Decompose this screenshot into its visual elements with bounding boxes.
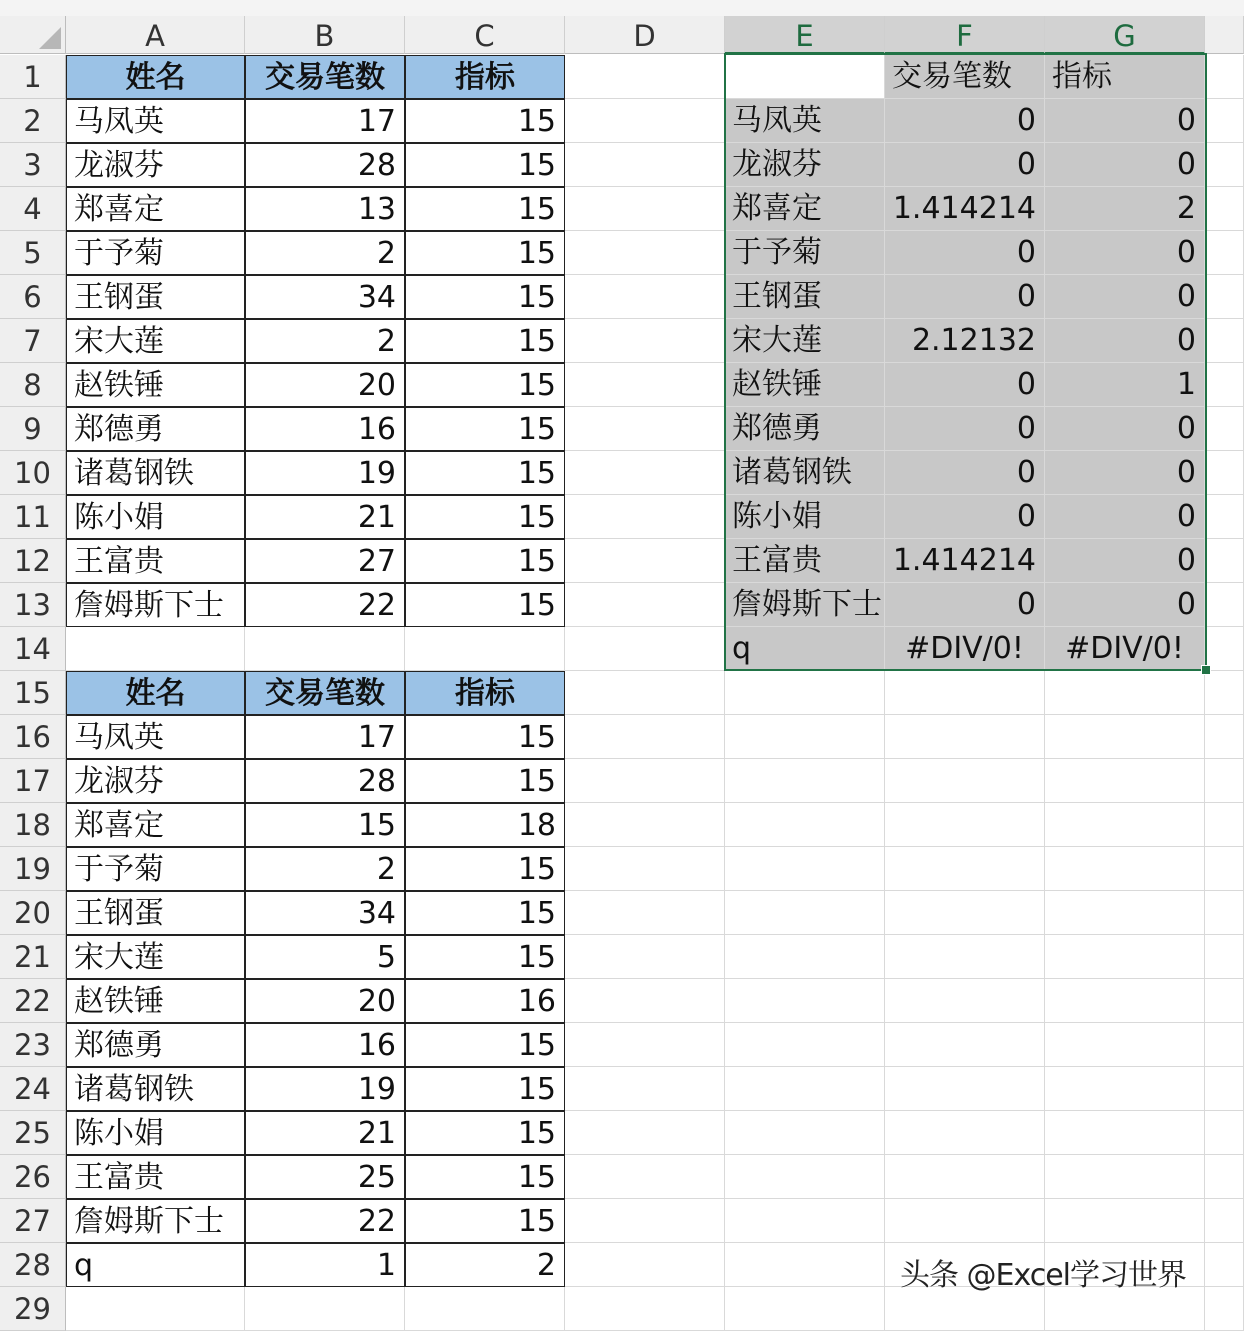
result-cell[interactable]: #DIV/0! <box>885 627 1045 671</box>
table1-cell[interactable]: 郑喜定 <box>66 187 245 231</box>
grid-cell[interactable] <box>1205 275 1244 319</box>
grid-cell[interactable] <box>725 979 885 1023</box>
grid-cell[interactable] <box>565 407 725 451</box>
table1-cell[interactable]: 16 <box>245 407 405 451</box>
table1-cell[interactable]: 15 <box>405 187 565 231</box>
grid-cell[interactable] <box>1205 1023 1244 1067</box>
table2-cell[interactable]: 于予菊 <box>66 847 245 891</box>
row-header-10[interactable]: 10 <box>0 451 66 495</box>
column-header-a[interactable]: A <box>66 16 245 54</box>
result-cell[interactable]: 1.414214 <box>885 187 1045 231</box>
table2-cell[interactable]: 15 <box>405 847 565 891</box>
table1-cell[interactable]: 陈小娟 <box>66 495 245 539</box>
result-cell[interactable]: 0 <box>1045 275 1205 319</box>
grid-cell[interactable] <box>1045 891 1205 935</box>
table2-cell[interactable]: 16 <box>405 979 565 1023</box>
result-cell[interactable]: 0 <box>885 583 1045 627</box>
result-cell[interactable]: 0 <box>885 231 1045 275</box>
result-cell[interactable]: 0 <box>885 275 1045 319</box>
table2-cell[interactable]: 15 <box>405 935 565 979</box>
result-cell[interactable]: 0 <box>885 363 1045 407</box>
table1-cell[interactable]: 15 <box>405 363 565 407</box>
result-cell[interactable]: 0 <box>1045 451 1205 495</box>
table2-cell[interactable]: 2 <box>405 1243 565 1287</box>
table1-cell[interactable]: 马凤英 <box>66 99 245 143</box>
table1-header-cell[interactable]: 交易笔数 <box>245 55 405 99</box>
row-header-4[interactable]: 4 <box>0 187 66 231</box>
result-cell[interactable]: 0 <box>1045 99 1205 143</box>
table2-cell[interactable]: 21 <box>245 1111 405 1155</box>
grid-cell[interactable] <box>1045 935 1205 979</box>
grid-cell[interactable] <box>1205 319 1244 363</box>
grid-cell[interactable] <box>565 363 725 407</box>
result-cell[interactable]: 詹姆斯下士 <box>725 583 885 627</box>
result-cell[interactable]: 赵铁锤 <box>725 363 885 407</box>
table1-cell[interactable]: 27 <box>245 539 405 583</box>
row-header-19[interactable]: 19 <box>0 847 66 891</box>
table1-cell[interactable]: 17 <box>245 99 405 143</box>
grid-cell[interactable] <box>565 451 725 495</box>
row-header-12[interactable]: 12 <box>0 539 66 583</box>
result-header-cell[interactable]: 指标 <box>1045 55 1205 99</box>
grid-cell[interactable] <box>1045 1111 1205 1155</box>
column-header-e[interactable]: E <box>725 16 885 54</box>
result-cell[interactable]: 0 <box>1045 231 1205 275</box>
grid-cell[interactable] <box>725 847 885 891</box>
grid-cell[interactable] <box>725 715 885 759</box>
table1-cell[interactable]: 王富贵 <box>66 539 245 583</box>
grid-cell[interactable] <box>885 1155 1045 1199</box>
grid-cell[interactable] <box>1205 1111 1244 1155</box>
table2-cell[interactable]: 28 <box>245 759 405 803</box>
grid-cell[interactable] <box>565 275 725 319</box>
grid-cell[interactable] <box>885 935 1045 979</box>
grid-cell[interactable] <box>1045 1199 1205 1243</box>
row-header-24[interactable]: 24 <box>0 1067 66 1111</box>
grid-cell[interactable] <box>725 1199 885 1243</box>
grid-cell[interactable] <box>565 715 725 759</box>
watermark: 头条 @Excel学习世界 <box>900 1258 1187 1293</box>
table1-cell[interactable]: 19 <box>245 451 405 495</box>
table2-cell[interactable]: 郑德勇 <box>66 1023 245 1067</box>
grid-cell[interactable] <box>1205 495 1244 539</box>
table1-cell[interactable]: 2 <box>245 231 405 275</box>
table2-cell[interactable]: 17 <box>245 715 405 759</box>
row-header-29[interactable]: 29 <box>0 1287 66 1331</box>
grid-cell[interactable] <box>885 1023 1045 1067</box>
table2-header-cell[interactable]: 姓名 <box>66 671 245 715</box>
grid-cell[interactable] <box>565 803 725 847</box>
row-header-9[interactable]: 9 <box>0 407 66 451</box>
row-header-7[interactable]: 7 <box>0 319 66 363</box>
row-header-11[interactable]: 11 <box>0 495 66 539</box>
table2-cell[interactable]: q <box>66 1243 245 1287</box>
result-cell[interactable]: 0 <box>1045 143 1205 187</box>
table1-cell[interactable]: 郑德勇 <box>66 407 245 451</box>
table1-cell[interactable]: 15 <box>405 495 565 539</box>
row-header-14[interactable]: 14 <box>0 627 66 671</box>
row-header-26[interactable]: 26 <box>0 1155 66 1199</box>
grid-cell[interactable] <box>885 847 1045 891</box>
grid-cell[interactable] <box>1045 1023 1205 1067</box>
result-cell[interactable]: 1 <box>1045 363 1205 407</box>
row-header-3[interactable]: 3 <box>0 143 66 187</box>
select-all-triangle-icon <box>39 27 61 49</box>
grid-cell[interactable] <box>1205 55 1244 99</box>
table1-cell[interactable]: 15 <box>405 451 565 495</box>
result-cell[interactable]: q <box>725 627 885 671</box>
table2-cell[interactable]: 龙淑芬 <box>66 759 245 803</box>
row-header-2[interactable]: 2 <box>0 99 66 143</box>
grid-cell[interactable] <box>565 187 725 231</box>
grid-cell[interactable] <box>405 627 565 671</box>
grid-cell[interactable] <box>1045 847 1205 891</box>
table2-cell[interactable]: 15 <box>405 1111 565 1155</box>
result-cell[interactable]: 0 <box>1045 319 1205 363</box>
table1-cell[interactable]: 22 <box>245 583 405 627</box>
table2-cell[interactable]: 赵铁锤 <box>66 979 245 1023</box>
grid-cell[interactable] <box>725 671 885 715</box>
table2-cell[interactable]: 1 <box>245 1243 405 1287</box>
result-cell[interactable]: 0 <box>1045 407 1205 451</box>
grid-cell[interactable] <box>1205 407 1244 451</box>
grid-cell[interactable] <box>1205 231 1244 275</box>
table1-cell[interactable]: 詹姆斯下士 <box>66 583 245 627</box>
result-cell[interactable]: 郑德勇 <box>725 407 885 451</box>
grid-cell[interactable] <box>725 1023 885 1067</box>
result-cell[interactable]: 王富贵 <box>725 539 885 583</box>
table2-cell[interactable]: 15 <box>405 715 565 759</box>
table1-cell[interactable]: 15 <box>405 231 565 275</box>
table2-cell[interactable]: 王富贵 <box>66 1155 245 1199</box>
grid-cell[interactable] <box>1205 1243 1244 1287</box>
grid-cell[interactable] <box>725 803 885 847</box>
grid-cell[interactable] <box>1205 187 1244 231</box>
grid-cell[interactable] <box>1205 583 1244 627</box>
table1-header-cell[interactable]: 指标 <box>405 55 565 99</box>
result-header-cell[interactable] <box>725 55 885 99</box>
grid-cell[interactable] <box>1045 671 1205 715</box>
grid-cell[interactable] <box>885 1199 1045 1243</box>
table2-cell[interactable]: 宋大莲 <box>66 935 245 979</box>
grid-cell[interactable] <box>725 935 885 979</box>
grid-cell[interactable] <box>1045 1067 1205 1111</box>
table2-cell[interactable]: 詹姆斯下士 <box>66 1199 245 1243</box>
table2-cell[interactable]: 马凤英 <box>66 715 245 759</box>
table1-cell[interactable]: 于予菊 <box>66 231 245 275</box>
grid-cell[interactable] <box>1205 759 1244 803</box>
result-cell[interactable]: 0 <box>885 143 1045 187</box>
column-header-f[interactable]: F <box>885 16 1045 54</box>
grid-cell[interactable] <box>725 1243 885 1287</box>
table2-cell[interactable]: 王钢蛋 <box>66 891 245 935</box>
result-cell[interactable]: #DIV/0! <box>1045 627 1205 671</box>
toolbar-band <box>0 0 1244 16</box>
result-cell[interactable]: 郑喜定 <box>725 187 885 231</box>
result-cell[interactable]: 陈小娟 <box>725 495 885 539</box>
grid-cell[interactable] <box>66 1287 245 1331</box>
grid-cell[interactable] <box>725 1067 885 1111</box>
table2-cell[interactable]: 郑喜定 <box>66 803 245 847</box>
grid-cell[interactable] <box>1045 759 1205 803</box>
grid-cell[interactable] <box>565 847 725 891</box>
column-header-c[interactable]: C <box>405 16 565 54</box>
table2-header-cell[interactable]: 指标 <box>405 671 565 715</box>
result-cell[interactable]: 2.12132 <box>885 319 1045 363</box>
table2-cell[interactable]: 诸葛钢铁 <box>66 1067 245 1111</box>
grid-cell[interactable] <box>885 891 1045 935</box>
result-cell[interactable]: 王钢蛋 <box>725 275 885 319</box>
grid-cell[interactable] <box>1045 715 1205 759</box>
grid-cell[interactable] <box>1045 803 1205 847</box>
table1-cell[interactable]: 20 <box>245 363 405 407</box>
table1-cell[interactable]: 15 <box>405 539 565 583</box>
result-cell[interactable]: 0 <box>1045 539 1205 583</box>
grid-cell[interactable] <box>565 1111 725 1155</box>
table2-cell[interactable]: 5 <box>245 935 405 979</box>
result-cell[interactable]: 0 <box>1045 583 1205 627</box>
grid-cell[interactable] <box>565 671 725 715</box>
grid-cell[interactable] <box>885 715 1045 759</box>
grid-cell[interactable] <box>565 1243 725 1287</box>
column-header-g[interactable]: G <box>1045 16 1205 54</box>
table2-cell[interactable]: 20 <box>245 979 405 1023</box>
row-header-6[interactable]: 6 <box>0 275 66 319</box>
table2-cell[interactable]: 2 <box>245 847 405 891</box>
table2-cell[interactable]: 25 <box>245 1155 405 1199</box>
grid-cell[interactable] <box>245 1287 405 1331</box>
grid-cell[interactable] <box>1205 891 1244 935</box>
grid-cell[interactable] <box>1205 99 1244 143</box>
table2-cell[interactable]: 16 <box>245 1023 405 1067</box>
table2-cell[interactable]: 陈小娟 <box>66 1111 245 1155</box>
table2-cell[interactable]: 15 <box>405 1067 565 1111</box>
grid-cell[interactable] <box>885 1067 1045 1111</box>
row-header-18[interactable]: 18 <box>0 803 66 847</box>
row-header-20[interactable]: 20 <box>0 891 66 935</box>
table1-header-cell[interactable]: 姓名 <box>66 55 245 99</box>
grid-cell[interactable] <box>405 1287 565 1331</box>
result-cell[interactable]: 2 <box>1045 187 1205 231</box>
grid-cell[interactable] <box>1205 979 1244 1023</box>
table1-cell[interactable]: 2 <box>245 319 405 363</box>
grid-cell[interactable] <box>885 1111 1045 1155</box>
grid-cell[interactable] <box>565 99 725 143</box>
table1-cell[interactable]: 15 <box>405 319 565 363</box>
result-cell[interactable]: 1.414214 <box>885 539 1045 583</box>
grid-cell[interactable] <box>885 671 1045 715</box>
result-cell[interactable]: 0 <box>885 407 1045 451</box>
table1-cell[interactable]: 15 <box>405 275 565 319</box>
table2-cell[interactable]: 18 <box>405 803 565 847</box>
column-header-d[interactable]: D <box>565 16 725 54</box>
row-header-17[interactable]: 17 <box>0 759 66 803</box>
row-header-13[interactable]: 13 <box>0 583 66 627</box>
table1-cell[interactable]: 王钢蛋 <box>66 275 245 319</box>
table1-cell[interactable]: 28 <box>245 143 405 187</box>
grid-cell[interactable] <box>1045 979 1205 1023</box>
table1-cell[interactable]: 龙淑芬 <box>66 143 245 187</box>
grid-cell[interactable] <box>565 935 725 979</box>
grid-cell[interactable] <box>1205 1067 1244 1111</box>
column-header-b[interactable]: B <box>245 16 405 54</box>
grid-cell[interactable] <box>565 143 725 187</box>
table1-cell[interactable]: 宋大莲 <box>66 319 245 363</box>
row-header-25[interactable]: 25 <box>0 1111 66 1155</box>
table2-cell[interactable]: 19 <box>245 1067 405 1111</box>
result-cell[interactable]: 0 <box>885 451 1045 495</box>
grid-cell[interactable] <box>565 1199 725 1243</box>
fill-handle[interactable] <box>1201 665 1211 675</box>
result-cell[interactable]: 0 <box>885 495 1045 539</box>
row-header-21[interactable]: 21 <box>0 935 66 979</box>
grid-cell[interactable] <box>565 583 725 627</box>
grid-cell[interactable] <box>565 539 725 583</box>
grid-cell[interactable] <box>885 979 1045 1023</box>
row-header-23[interactable]: 23 <box>0 1023 66 1067</box>
grid-cell[interactable] <box>725 1287 885 1331</box>
table2-cell[interactable]: 15 <box>405 759 565 803</box>
result-cell[interactable]: 诸葛钢铁 <box>725 451 885 495</box>
grid-cell[interactable] <box>565 1287 725 1331</box>
grid-cell[interactable] <box>565 759 725 803</box>
table2-cell[interactable]: 22 <box>245 1199 405 1243</box>
grid-cell[interactable] <box>725 1155 885 1199</box>
grid-cell[interactable] <box>565 495 725 539</box>
table2-header-cell[interactable]: 交易笔数 <box>245 671 405 715</box>
grid-cell[interactable] <box>565 891 725 935</box>
row-header-28[interactable]: 28 <box>0 1243 66 1287</box>
grid-cell[interactable] <box>1205 803 1244 847</box>
table2-cell[interactable]: 15 <box>405 1199 565 1243</box>
result-cell[interactable]: 0 <box>885 99 1045 143</box>
result-cell[interactable]: 于予菊 <box>725 231 885 275</box>
column-header-blank <box>1205 16 1244 54</box>
table2-cell[interactable]: 15 <box>245 803 405 847</box>
table2-cell[interactable]: 15 <box>405 1023 565 1067</box>
grid-cell[interactable] <box>1205 847 1244 891</box>
table1-cell[interactable]: 诸葛钢铁 <box>66 451 245 495</box>
grid-cell[interactable] <box>1045 1155 1205 1199</box>
grid-cell[interactable] <box>1205 539 1244 583</box>
table2-cell[interactable]: 34 <box>245 891 405 935</box>
table2-cell[interactable]: 15 <box>405 891 565 935</box>
select-all-corner[interactable] <box>0 16 66 54</box>
grid-cell[interactable] <box>725 891 885 935</box>
grid-cell[interactable] <box>565 1155 725 1199</box>
grid-cell[interactable] <box>1205 1155 1244 1199</box>
result-cell[interactable]: 0 <box>1045 495 1205 539</box>
row-header-5[interactable]: 5 <box>0 231 66 275</box>
table1-cell[interactable]: 34 <box>245 275 405 319</box>
row-header-15[interactable]: 15 <box>0 671 66 715</box>
grid-cell[interactable] <box>565 319 725 363</box>
grid-cell[interactable] <box>1205 1287 1244 1331</box>
grid-cell[interactable] <box>1205 143 1244 187</box>
row-header-8[interactable]: 8 <box>0 363 66 407</box>
grid-cell[interactable] <box>885 803 1045 847</box>
grid-cell[interactable] <box>1205 451 1244 495</box>
grid-cell[interactable] <box>1205 671 1244 715</box>
grid-cell[interactable] <box>885 759 1045 803</box>
table2-cell[interactable]: 15 <box>405 1155 565 1199</box>
grid-cell[interactable] <box>725 759 885 803</box>
result-header-cell[interactable]: 交易笔数 <box>885 55 1045 99</box>
table1-cell[interactable]: 15 <box>405 407 565 451</box>
grid-cell[interactable] <box>1205 715 1244 759</box>
grid-cell[interactable] <box>1205 363 1244 407</box>
row-header-22[interactable]: 22 <box>0 979 66 1023</box>
grid-cell[interactable] <box>1205 935 1244 979</box>
grid-cell[interactable] <box>1205 1199 1244 1243</box>
grid-cell[interactable] <box>725 1111 885 1155</box>
table1-cell[interactable]: 21 <box>245 495 405 539</box>
grid-cell[interactable] <box>565 979 725 1023</box>
grid-cell[interactable] <box>565 627 725 671</box>
table1-cell[interactable]: 15 <box>405 99 565 143</box>
grid-cell[interactable] <box>565 55 725 99</box>
row-header-1[interactable]: 1 <box>0 55 66 99</box>
row-header-16[interactable]: 16 <box>0 715 66 759</box>
grid-cell[interactable] <box>565 231 725 275</box>
table1-cell[interactable]: 15 <box>405 583 565 627</box>
grid-cell[interactable] <box>565 1023 725 1067</box>
grid-cell[interactable] <box>565 1067 725 1111</box>
result-cell[interactable]: 马凤英 <box>725 99 885 143</box>
result-cell[interactable]: 龙淑芬 <box>725 143 885 187</box>
table1-cell[interactable]: 15 <box>405 143 565 187</box>
result-cell[interactable]: 宋大莲 <box>725 319 885 363</box>
row-header-27[interactable]: 27 <box>0 1199 66 1243</box>
table1-cell[interactable]: 赵铁锤 <box>66 363 245 407</box>
grid-cell[interactable] <box>66 627 245 671</box>
table1-cell[interactable]: 13 <box>245 187 405 231</box>
grid-cell[interactable] <box>245 627 405 671</box>
